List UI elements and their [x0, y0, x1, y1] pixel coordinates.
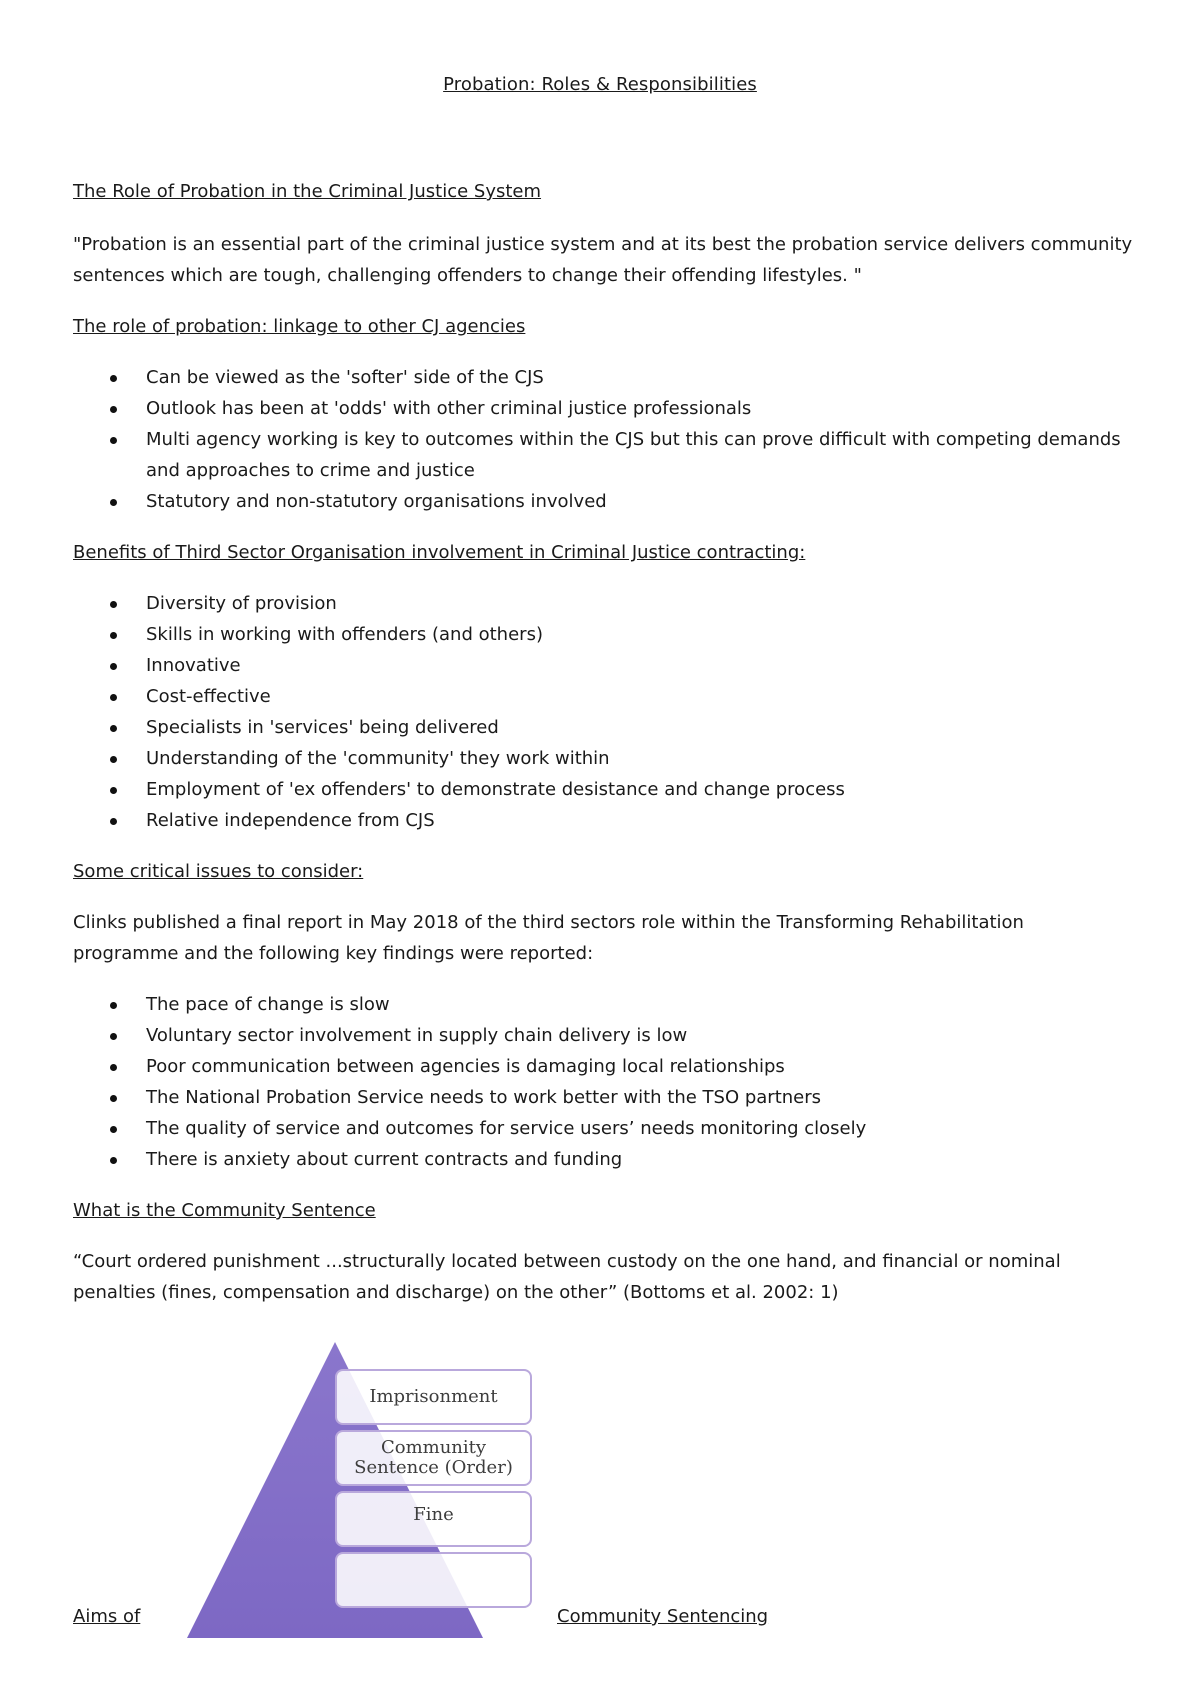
bullet-icon [110, 1064, 117, 1071]
linkage-list [73, 362, 1133, 517]
bottoms-quote: “Court ordered punishment ...structurally located between custody on the one hand, and financial or nominal penalties (fines, compensation and discharge) on the other” (Bottoms et al. 2002: 1) [73, 1251, 1061, 1303]
page-title: Probation: Roles & Responsibilities [443, 74, 757, 95]
bullet-icon [110, 437, 117, 444]
list-item: Multi agency working is key to outcomes within the CJS but this can prove difficult with competing demands and approaches to crime and justice [73, 424, 1133, 486]
probation-quote: "Probation is an essential part of the criminal justice system and at its best the probation service delivers community sentences which are tough, challenging offenders to change their offending lifestyles. " [73, 234, 1133, 286]
bullet-icon [110, 375, 117, 382]
bullet-icon [110, 499, 117, 506]
findings-list [73, 989, 1133, 1175]
bullet-icon [110, 787, 117, 794]
bullet-icon [110, 1126, 117, 1133]
bullet-icon [110, 663, 117, 670]
list-item: Outlook has been at 'odds' with other criminal justice professionals [73, 393, 1133, 424]
bullet-icon [110, 694, 117, 701]
benefits-list [73, 588, 1133, 836]
section-heading-role: The Role of Probation in the Criminal Justice System [73, 181, 542, 202]
list-item: Statutory and non-statutory organisations involved [73, 486, 1133, 517]
list-item: Skills in working with offenders (and others) [73, 619, 1133, 650]
bullet-icon [110, 1157, 117, 1164]
list-item: Innovative [73, 650, 1133, 681]
document-body [73, 176, 1133, 1308]
bullet-icon [110, 406, 117, 413]
list-item: The National Probation Service needs to work better with the TSO partners [73, 1082, 1133, 1113]
list-item: The quality of service and outcomes for service users’ needs monitoring closely [73, 1113, 1133, 1144]
list-item: Specialists in 'services' being delivered [73, 712, 1133, 743]
bullet-icon [110, 1095, 117, 1102]
list-item: Understanding of the 'community' they work within [73, 743, 1133, 774]
pyramid-level-imprisonment: Imprisonment [335, 1369, 532, 1425]
section-heading-critical-issues: Some critical issues to consider: [73, 861, 364, 882]
bullet-icon [110, 632, 117, 639]
list-item: Employment of 'ex offenders' to demonstrate desistance and change process [73, 774, 1133, 805]
list-item: Relative independence from CJS [73, 805, 1133, 836]
bullet-icon [110, 756, 117, 763]
list-item: There is anxiety about current contracts and funding [73, 1144, 1133, 1175]
section-heading-community-sentence: What is the Community Sentence [73, 1200, 376, 1221]
aims-heading-right: Community Sentencing [557, 1606, 769, 1627]
bullet-icon [110, 1033, 117, 1040]
list-item: The pace of change is slow [73, 989, 1133, 1020]
list-item: Cost-effective [73, 681, 1133, 712]
pyramid-level-fine: Fine [335, 1491, 532, 1547]
sentencing-pyramid [183, 1342, 543, 1642]
list-item: Voluntary sector involvement in supply chain delivery is low [73, 1020, 1133, 1051]
aims-heading-left: Aims of [73, 1606, 141, 1627]
bullet-icon [110, 1002, 117, 1009]
pyramid-level-empty [335, 1552, 532, 1608]
section-heading-linkage: The role of probation: linkage to other CJ agencies [73, 316, 526, 337]
list-item: Diversity of provision [73, 588, 1133, 619]
clinks-intro: Clinks published a final report in May 2018 of the third sectors role within the Transforming Rehabilitation programme and the following key findings were reported: [73, 912, 1024, 964]
bullet-icon [110, 818, 117, 825]
list-item: Poor communication between agencies is damaging local relationships [73, 1051, 1133, 1082]
pyramid-level-community-sentence: Community Sentence (Order) [335, 1430, 532, 1486]
bullet-icon [110, 601, 117, 608]
bullet-icon [110, 725, 117, 732]
list-item: Can be viewed as the 'softer' side of the CJS [73, 362, 1133, 393]
section-heading-benefits: Benefits of Third Sector Organisation involvement in Criminal Justice contracting: [73, 542, 806, 563]
